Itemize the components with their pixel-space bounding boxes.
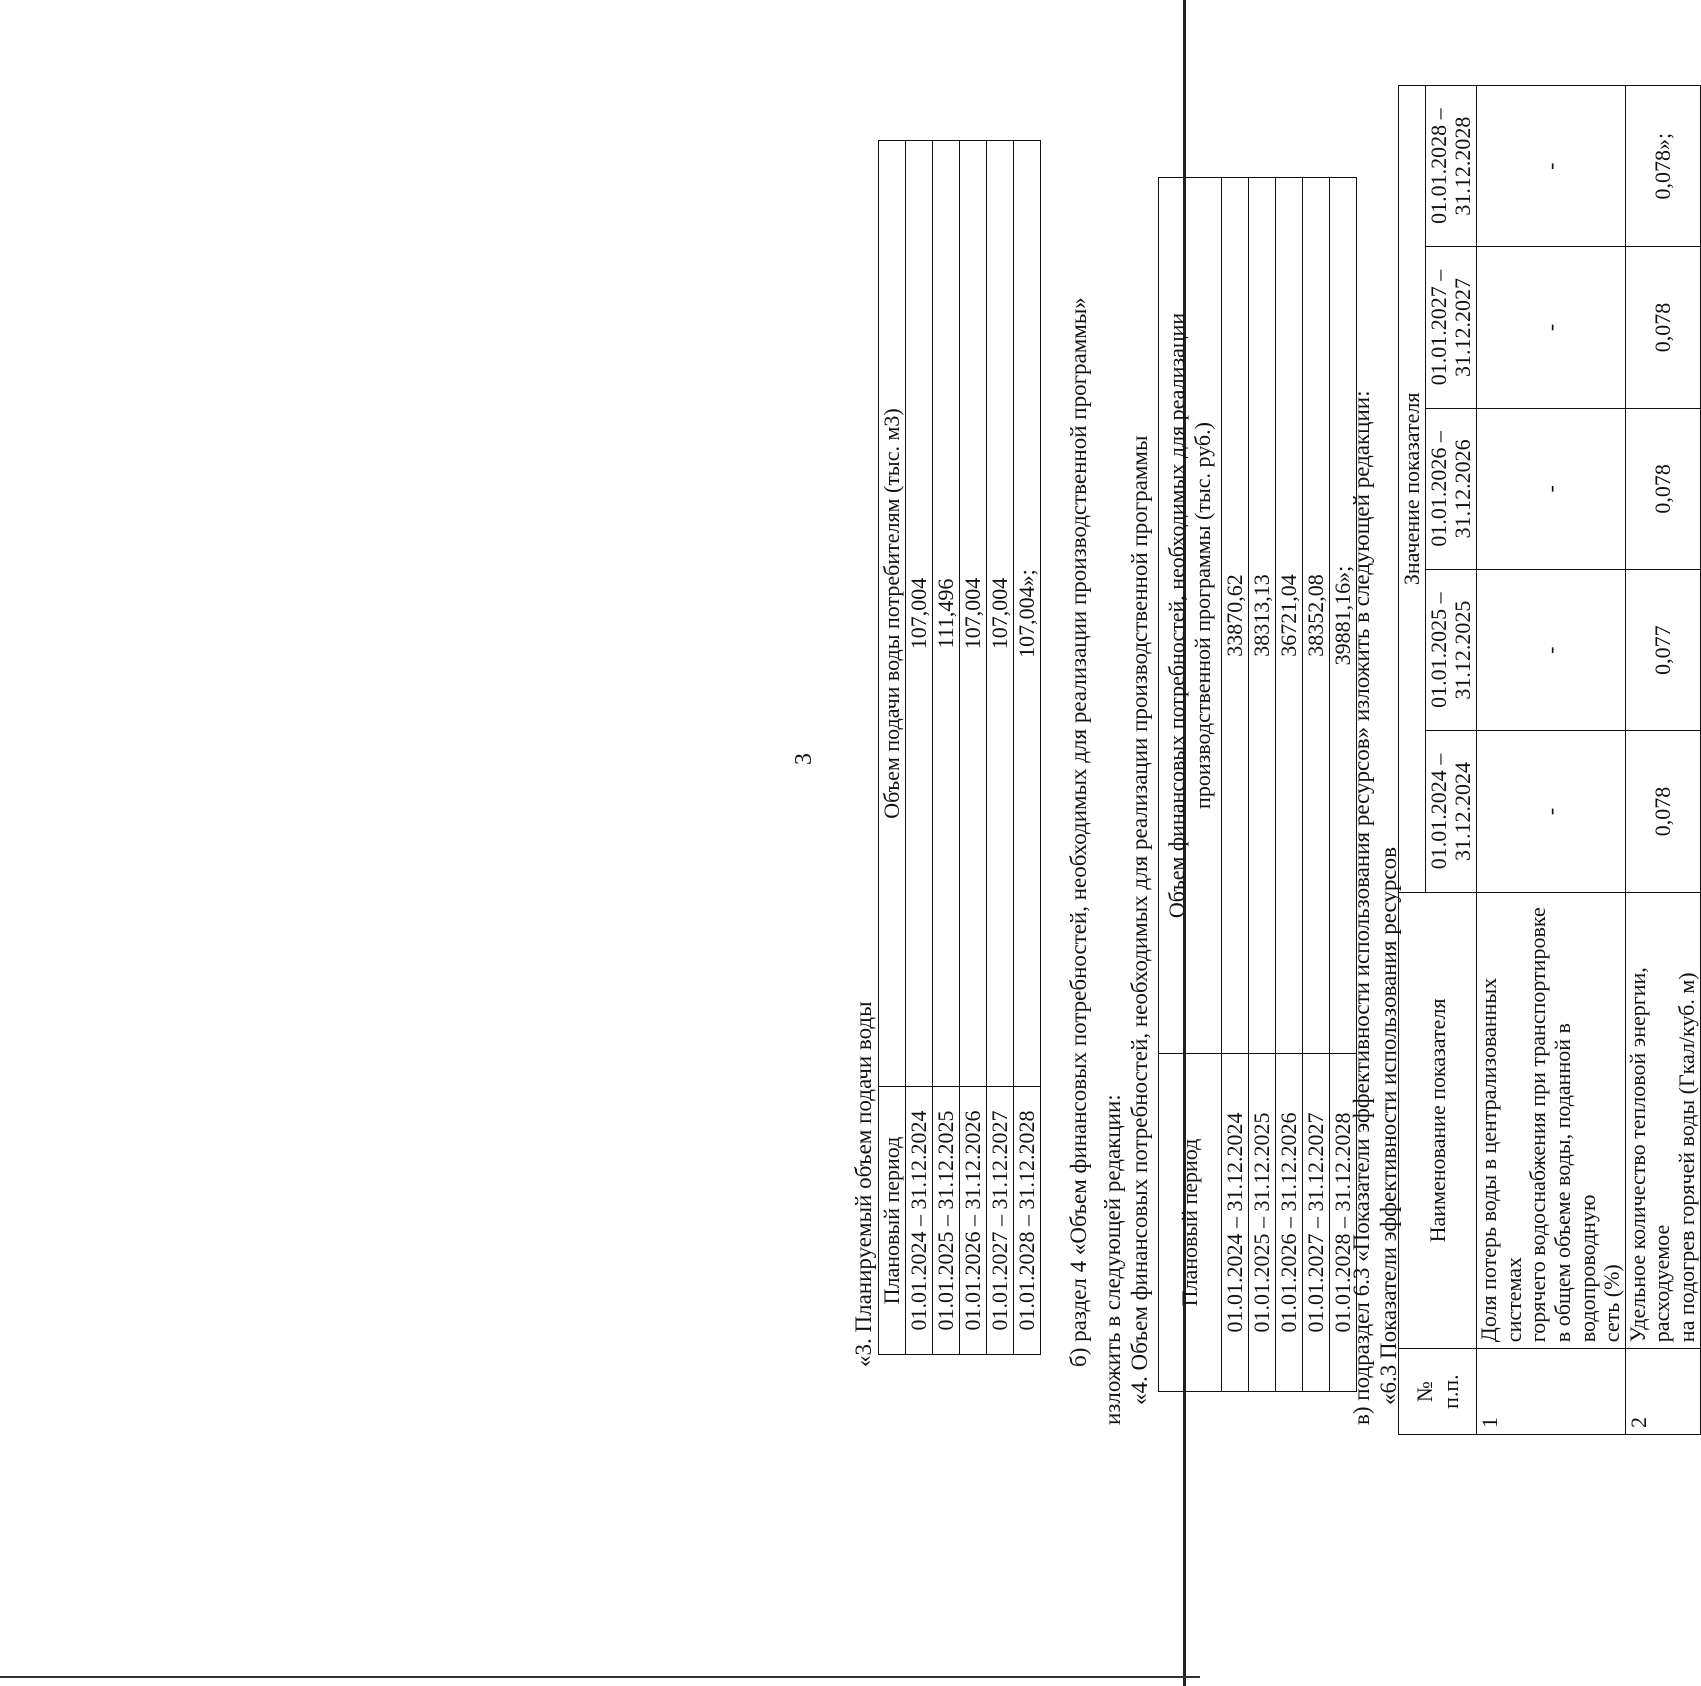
period-header-cell — [1426, 408, 1477, 569]
period-cell: 01.01.2027 – 31.12.2027 — [1302, 1054, 1329, 1392]
value-cell: 0,077 — [1625, 570, 1700, 731]
period-line: 01.01.2026 – — [1425, 431, 1451, 547]
period-cell: 01.01.2026 – 31.12.2026 — [959, 1087, 986, 1355]
header-line: п.п. — [1437, 1374, 1463, 1409]
header-line: производственной программы (тыс. руб.) — [1190, 422, 1215, 809]
period-header-cell — [1426, 570, 1477, 731]
value-cell: 111,496 — [932, 141, 959, 1087]
section3-heading: «3. Планируемый объем подачи воды — [851, 1001, 876, 1367]
financial-needs-table — [1158, 177, 1357, 1392]
value-cell: - — [1477, 86, 1626, 247]
name-line: сеть (%) — [1599, 1264, 1625, 1343]
table-row — [1013, 141, 1040, 1355]
scan-edge — [0, 1676, 1200, 1678]
table-row — [1275, 178, 1302, 1392]
period-cell: 01.01.2025 – 31.12.2025 — [932, 1087, 959, 1355]
section4-heading: «4. Объем финансовых потребностей, необходимых для реализации производственной программы — [1127, 435, 1152, 1405]
period-line: 31.12.2024 — [1450, 762, 1475, 861]
value-cell: 0,078 — [1625, 731, 1700, 892]
table-header-row — [1399, 86, 1426, 1435]
table-header-row — [1159, 178, 1222, 1392]
header-cell: Объем подачи воды потребителям (тыс. м3) — [879, 141, 906, 1087]
period-cell: 01.01.2024 – 31.12.2024 — [1222, 1054, 1249, 1392]
value-cell: 38352,08 — [1302, 178, 1329, 1054]
period-header-cell — [1426, 86, 1477, 247]
header-line: Объем финансовых потребностей, необходимых для реализации — [1164, 312, 1190, 919]
header-value-cell: Значение показателя — [1399, 86, 1426, 893]
row-number-cell: 2 — [1625, 1349, 1700, 1435]
value-cell: 36721,04 — [1275, 178, 1302, 1054]
table-row — [1302, 178, 1329, 1392]
table-row — [959, 141, 986, 1355]
period-line: 31.12.2027 — [1450, 278, 1475, 378]
name-line: на подогрев горячей воды (Гкал/куб. м) — [1674, 972, 1699, 1343]
table-row — [1477, 86, 1626, 1435]
rotated-page — [791, 85, 1699, 1555]
header-name-cell: Наименование показателя — [1399, 892, 1477, 1349]
value-cell: 107,004 — [959, 141, 986, 1087]
period-header-cell — [1426, 731, 1477, 892]
table-row — [1248, 178, 1275, 1392]
period-line: 01.01.2024 – — [1425, 753, 1451, 870]
period-line: 31.12.2025 — [1450, 600, 1475, 700]
indicator-name-cell — [1625, 892, 1700, 1349]
row-number-cell: 1 — [1477, 1349, 1626, 1435]
value-cell: 107,004 — [905, 141, 932, 1087]
value-cell: 33870,62 — [1222, 178, 1249, 1054]
header-cell — [1159, 178, 1222, 1054]
period-cell: 01.01.2025 – 31.12.2025 — [1248, 1054, 1275, 1392]
name-line: Доля потерь воды в централизованных системах — [1476, 977, 1526, 1343]
period-cell: 01.01.2026 – 31.12.2026 — [1275, 1054, 1302, 1392]
value-cell: - — [1477, 570, 1626, 731]
value-cell: - — [1477, 247, 1626, 408]
value-cell: 0,078»; — [1625, 86, 1700, 247]
table-header-row — [879, 141, 906, 1355]
value-cell: 38313,13 — [1248, 178, 1275, 1054]
table-row — [1222, 178, 1249, 1392]
paragraph-b-line2: изложить в следующей редакции: — [1100, 1094, 1125, 1425]
page-number: 3 — [791, 753, 817, 765]
period-cell: 01.01.2028 – 31.12.2028 — [1329, 1054, 1356, 1392]
value-cell: 0,078 — [1625, 247, 1700, 408]
value-cell: 107,004 — [986, 141, 1013, 1087]
table-row — [932, 141, 959, 1355]
name-line: горячего водоснабжения при транспортировке — [1525, 907, 1551, 1343]
section63-heading: «6.3 Показатели эффективности использования ресурсов — [1376, 847, 1401, 1405]
value-cell: - — [1477, 731, 1626, 892]
period-line: 01.01.2028 – — [1425, 108, 1451, 224]
name-line: Удельное количество тепловой энергии, расходуемое — [1624, 967, 1675, 1343]
value-cell: 39881,16»; — [1329, 178, 1356, 1054]
period-line: 31.12.2026 — [1450, 439, 1475, 539]
header-cell: Плановый период — [879, 1087, 906, 1355]
paragraph-v-line1: в) подраздел 6.3 «Показатели эффективности использования ресурсов» изложить в следующей редакции: — [1349, 390, 1374, 1425]
table-row — [986, 141, 1013, 1355]
value-cell: - — [1477, 408, 1626, 569]
header-num-cell — [1399, 1349, 1477, 1435]
period-cell: 01.01.2027 – 31.12.2027 — [986, 1087, 1013, 1355]
name-line: в общем объеме воды, поданной в водопроводную — [1549, 1023, 1600, 1343]
resource-efficiency-table — [1398, 85, 1701, 1435]
table-row — [905, 141, 932, 1355]
indicator-name-cell — [1477, 892, 1626, 1349]
page-content — [791, 85, 1699, 1555]
value-cell: 107,004»; — [1013, 141, 1040, 1087]
period-cell: 01.01.2024 – 31.12.2024 — [905, 1087, 932, 1355]
period-cell: 01.01.2028 – 31.12.2028 — [1013, 1087, 1040, 1355]
period-header-cell — [1426, 247, 1477, 408]
period-line: 01.01.2027 – — [1425, 269, 1451, 386]
value-cell: 0,078 — [1625, 408, 1700, 569]
header-cell: Плановый период — [1159, 1054, 1222, 1392]
header-line: № — [1411, 1381, 1437, 1403]
water-volume-table — [878, 140, 1041, 1355]
period-line: 31.12.2028 — [1450, 116, 1475, 216]
table-row — [1625, 86, 1700, 1435]
paragraph-b-line1: б) раздел 4 «Объем финансовых потребностей, необходимых для реализации производственной программы» — [1066, 297, 1091, 1367]
period-line: 01.01.2025 – — [1425, 592, 1451, 708]
